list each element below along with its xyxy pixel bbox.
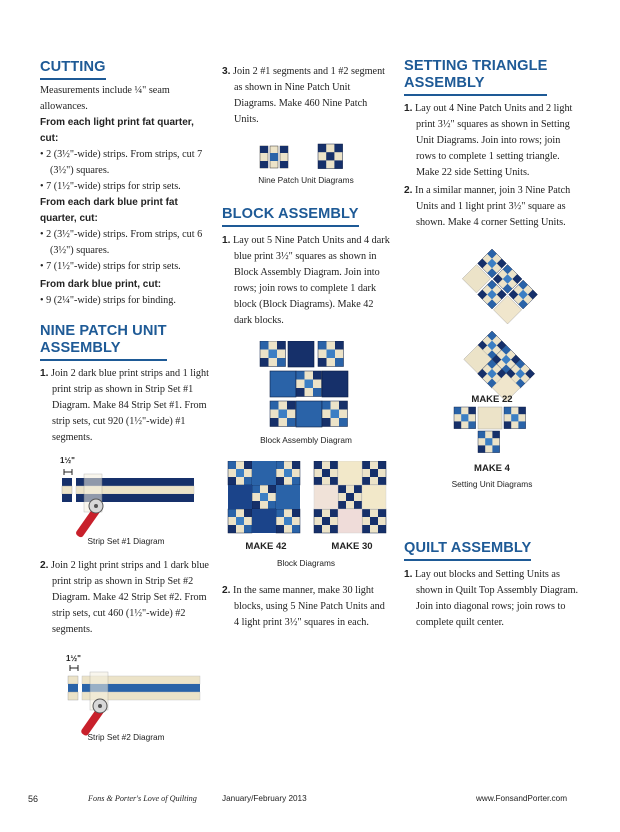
strip-set-1-caption: Strip Set #1 Diagram	[87, 536, 165, 546]
block-diagrams-drawing	[222, 461, 390, 539]
cutting-heading: CUTTING	[40, 59, 106, 80]
make-30-label: MAKE 30	[331, 541, 373, 552]
setting-units-drawing	[404, 239, 580, 499]
nine-patch-step-3	[222, 64, 390, 128]
strip-set-1-diagram	[40, 452, 212, 548]
block-assembly-drawing	[222, 341, 390, 431]
step-number: 2.	[40, 560, 49, 571]
step-number: 2.	[404, 185, 413, 196]
step-text: Lay out blocks and Setting Units as shown in Quilt Top Assembly Diagram. Join into diagonal rows; join rows to complete quilt center.	[415, 569, 579, 628]
page-number: 56	[28, 794, 39, 804]
step-number: 1.	[222, 235, 231, 246]
nine-patch-heading	[40, 323, 167, 361]
strip-set-2-diagram	[40, 642, 212, 742]
step-text: Lay out 5 Nine Patch Units and 4 dark blue print 3½" squares as shown in Block Assembly Diagram. Join into rows; join rows to complete 1 dark block (Block Diagrams). Make 42 dark blocks.	[233, 235, 390, 326]
quilt-step-1	[404, 567, 580, 631]
strip-set-2-caption: Strip Set #2 Diagram	[87, 732, 165, 742]
column-middle	[222, 64, 390, 631]
dark-item-2: • 7 (1½"-wide) strips for strip sets.	[40, 261, 181, 272]
step-text: In the same manner, make 30 light blocks, using 5 Nine Patch Units and 4 light print 3½" squares in each.	[233, 585, 385, 628]
step-number: 1.	[404, 569, 413, 580]
make-22-label: MAKE 22	[471, 394, 513, 405]
setting-heading-line2: ASSEMBLY	[404, 75, 485, 91]
step-text: Join 2 #1 segments and 1 #2 segment as shown in Nine Patch Unit Diagrams. Make 460 Nine Patch Units.	[233, 66, 385, 125]
nine-patch-unit-caption: Nine Patch Unit Diagrams	[258, 175, 354, 185]
binding-item: • 9 (2¼"-wide) strips for binding.	[40, 295, 176, 306]
step-number: 3.	[222, 66, 231, 77]
setting-heading-line1: SETTING TRIANGLE	[404, 58, 548, 74]
make-42-label: MAKE 42	[245, 541, 287, 552]
nine-patch-step-1	[40, 366, 212, 446]
column-left	[40, 58, 212, 742]
setting-triangle-heading	[404, 58, 547, 96]
nine-patch-heading-line1: NINE PATCH UNIT	[40, 323, 167, 339]
block-diagrams	[222, 461, 390, 581]
setting-unit-diagrams	[404, 239, 580, 539]
block-diagrams-caption: Block Diagrams	[276, 558, 336, 568]
magazine-title: Fons & Porter's Love of Quilting	[88, 794, 197, 803]
block-step-1	[222, 233, 390, 329]
step-text: Join 2 light print strips and 1 dark blue print strip as shown in Strip Set #2 Diagram. Make 42 Strip Set #2. From strip sets, cut 460 (1½"-wide) #2 segments.	[51, 560, 209, 635]
step-text: Join 2 dark blue print strips and 1 light print strip as shown in Strip Set #1 Diagram. Make 84 Strip Set #1. From strip sets, cut 920 (1½"-wide) #1 segments.	[51, 368, 209, 443]
step-text: In a similar manner, join 3 Nine Patch Units and 1 light print 3½" square as shown. Make 4 corner Setting Units.	[415, 185, 571, 228]
dark-print-title: From each dark blue print fat quarter, cut:	[40, 197, 178, 224]
strip-set-1-drawing	[40, 466, 212, 546]
column-right	[404, 58, 580, 631]
setting-step-2	[404, 183, 580, 231]
nine-patch-unit-drawing	[222, 142, 390, 172]
quilt-assembly-heading: QUILT ASSEMBLY	[404, 540, 531, 561]
dark-item-1: • 2 (3½"-wide) strips. From strips, cut 6 (3½") squares.	[40, 229, 203, 256]
nine-patch-step-2	[40, 558, 212, 638]
strip-dimension-1: 1½"	[60, 456, 75, 465]
step-number: 1.	[40, 368, 49, 379]
light-item-2: • 7 (1½"-wide) strips for strip sets.	[40, 181, 181, 192]
block-step-2	[222, 583, 390, 631]
setting-unit-caption: Setting Unit Diagrams	[451, 479, 533, 489]
setting-step-1	[404, 101, 580, 181]
step-text: Lay out 4 Nine Patch Units and 2 light print 3½" squares as shown in Setting Unit Diagrams. Join into rows; join rows to complete 1 setting triangle. Make 22 side Setting Units.	[415, 103, 573, 178]
make-4-label: MAKE 4	[474, 463, 510, 474]
light-print-title: From each light print fat quarter, cut:	[40, 117, 194, 144]
strip-dimension-2: 1½"	[66, 654, 81, 663]
issue-date: January/February 2013	[222, 794, 307, 803]
nine-patch-heading-line2: ASSEMBLY	[40, 340, 121, 356]
block-assembly-heading: BLOCK ASSEMBLY	[222, 206, 359, 227]
block-assembly-caption: Block Assembly Diagram	[260, 435, 352, 445]
nine-patch-unit-diagrams	[222, 142, 390, 192]
light-item-1: • 2 (3½"-wide) strips. From strips, cut 7 (3½") squares.	[40, 149, 203, 176]
cutting-intro: Measurements include ¼" seam allowances.	[40, 85, 170, 112]
binding-title: From dark blue print, cut:	[40, 279, 162, 290]
step-number: 2.	[222, 585, 231, 596]
block-assembly-diagram	[222, 341, 390, 453]
website-link[interactable]: www.FonsandPorter.com	[476, 794, 568, 803]
step-number: 1.	[404, 103, 413, 114]
